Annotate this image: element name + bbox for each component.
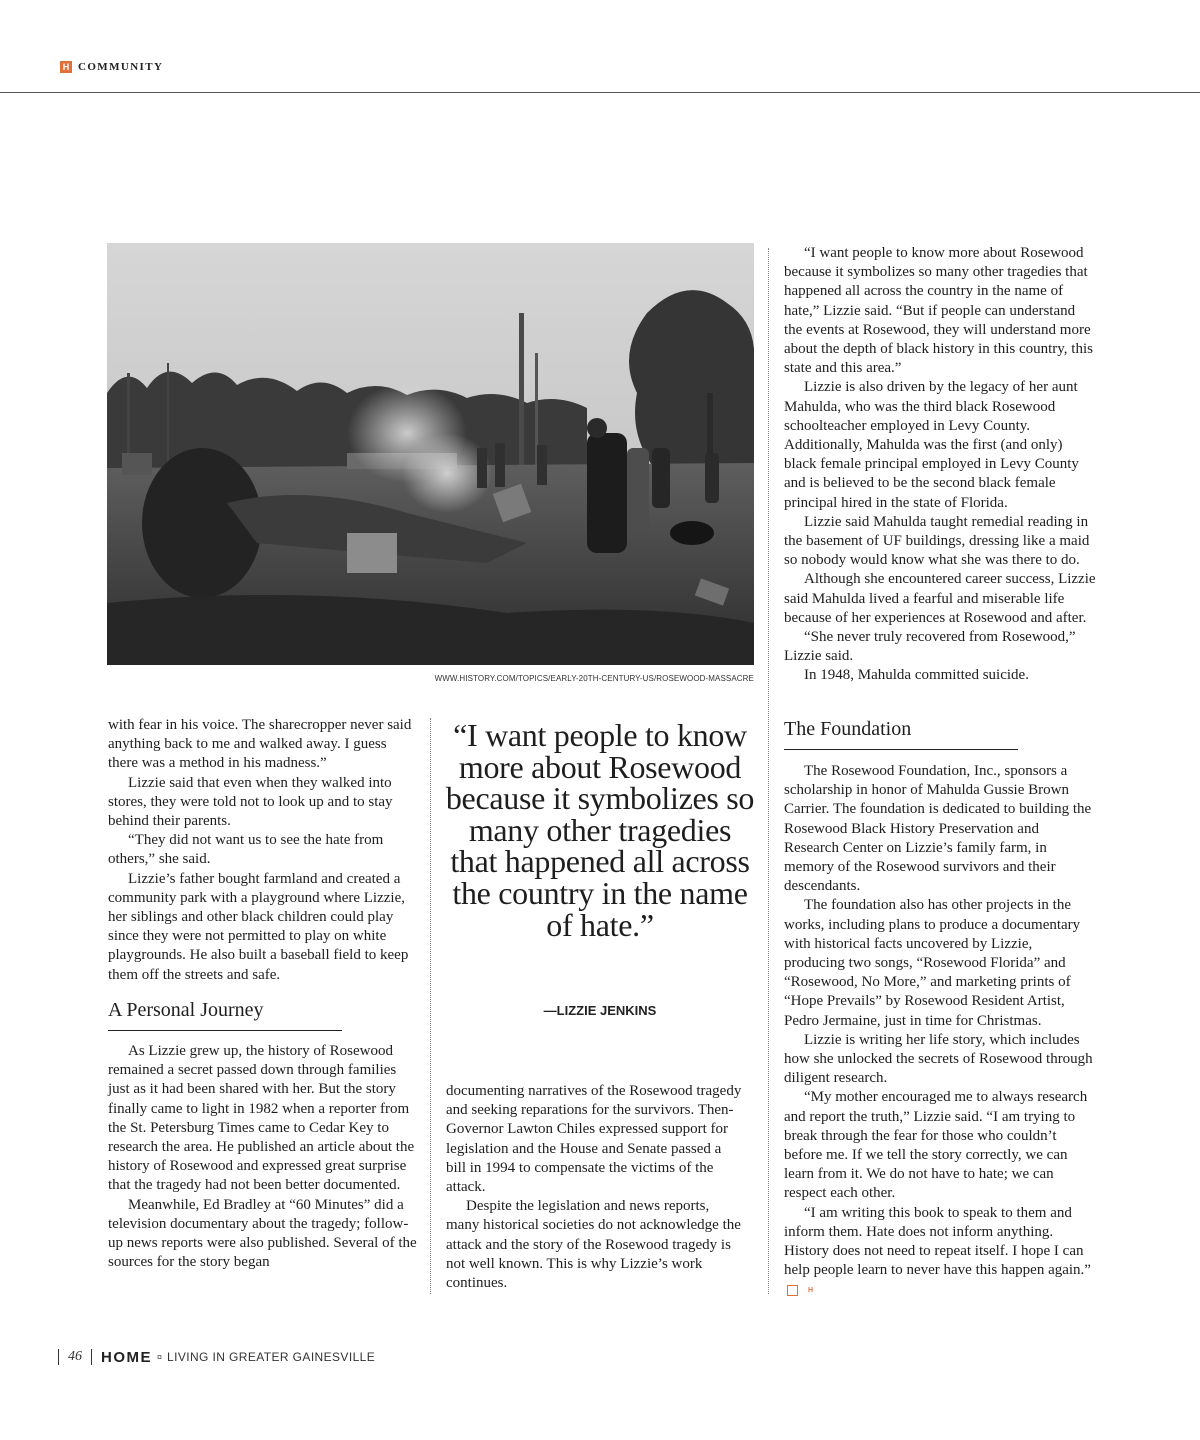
paragraph: Lizzie is also driven by the legacy of her aunt Mahulda, who was the third black Rosewood schoolteacher employed in Levy County. Additionally, Mahulda was the first (and only) black female principal employed in Levy County and is believed to be the second black female principal hired in the state of Florida. xyxy=(784,379,1079,511)
pull-quote-attribution: —LIZZIE JENKINS xyxy=(543,1003,657,1018)
paragraph: “They did not want us to see the hate from others,” she said. xyxy=(108,832,384,868)
footer-divider xyxy=(91,1349,92,1365)
magazine-name: HOME xyxy=(101,1348,152,1366)
photo-credit: WWW.HISTORY.COM/TOPICS/EARLY-20TH-CENTURY-US/ROSEWOOD-MASSACRE xyxy=(434,674,754,683)
section-header xyxy=(60,59,163,75)
paragraph: documenting narratives of the Rosewood tragedy and seeking reparations for the survivors. Then-Governor Lawton Chiles expressed support for legislation and the House and Senate passed a bill in 1994 to compensate the victims of the attack. xyxy=(446,1083,742,1196)
paragraph: “I want people to know more about Rosewood because it symbolizes so many other tragedies that happened all across the country in the name of hate,” Lizzie said. “But if people can understand the events at Rosewood, they will understand more about the depth of black history in this country, this state and this area.” xyxy=(784,245,1093,377)
rosewood-ruins-photo xyxy=(107,243,754,665)
subhead-rule xyxy=(784,749,1018,750)
subhead-rule xyxy=(108,1030,342,1031)
paragraph: Lizzie’s father bought farmland and created a community park with a playground where Lizzie, her siblings and other black children could play since they were not permitted to play on white playgrounds. He also built a baseball field to keep them off the streets and safe. xyxy=(108,870,409,983)
closing-paragraph-text: “I am writing this book to speak to them and inform them. Hate does not inform anything. History does not need to repeat itself. I hope I can help people learn to never have this happen again.” xyxy=(784,1204,1091,1279)
paragraph: Lizzie said that even when they walked into stores, they were told not to look up and to stay behind their parents. xyxy=(108,774,393,830)
left-column-body-2 xyxy=(108,1042,420,1272)
header-rule xyxy=(0,92,1200,93)
paragraph: Lizzie is writing her life story, which includes how she unlocked the secrets of Rosewood through diligent research. xyxy=(784,1031,1093,1087)
paragraph: with fear in his voice. The sharecropper never said anything back to me and walked away. I guess there was a method in his madness.” xyxy=(108,717,412,772)
paragraph: “She never truly recovered from Rosewood,” Lizzie said. xyxy=(784,629,1076,665)
subhead-the-foundation: The Foundation xyxy=(784,718,912,740)
paragraph: Despite the legislation and news reports, many historical societies do not acknowledge the attack and the story of the Rosewood tragedy is not well known. This is why Lizzie’s work continues. xyxy=(446,1198,741,1292)
subhead-personal-journey: A Personal Journey xyxy=(108,999,264,1021)
footer-divider xyxy=(58,1349,59,1365)
page-footer xyxy=(58,1348,375,1366)
column-divider-right xyxy=(768,248,769,1294)
right-column-body-2 xyxy=(784,762,1096,1300)
pull-quote: “I want people to know more about Rosewood because it symbolizes so many other tragedies that happened all across the country in the name of hate.” xyxy=(445,717,755,943)
paragraph: In 1948, Mahulda committed suicide. xyxy=(804,667,1029,684)
paragraph: The Rosewood Foundation, Inc., sponsors a scholarship in honor of Mahulda Gussie Brown Carrier. The foundation is dedicated to building the Rosewood Black History Preservation and Research Center on Lizzie’s family farm, in memory of the Rosewood survivors and their descendants. xyxy=(784,763,1092,895)
end-mark-icon: H xyxy=(787,1285,798,1296)
paragraph: Meanwhile, Ed Bradley at “60 Minutes” did a television documentary about the tragedy; follow-up news reports were also published. Several of the sources for the story began xyxy=(108,1196,417,1271)
paragraph xyxy=(784,1204,1096,1300)
page-number: 46 xyxy=(68,1349,82,1364)
paragraph: As Lizzie grew up, the history of Rosewood remained a secret passed down through families just as it had been shared with her. But the story finally came to light in 1982 when a reporter from the St. Petersburg Times came to Cedar Key to research the area. He published an article about the history of Rosewood and expressed great surprise that the tragedy had not been better documented. xyxy=(108,1043,415,1194)
paragraph: The foundation also has other projects in the works, including plans to produce a documentary with historical facts uncovered by Lizzie, producing two songs, “Rosewood Florida” and “Rosewood, No More,” and marketing prints of “Hope Prevails” by Rosewood Resident Artist, Pedro Jermaine, just in time for Christmas. xyxy=(784,897,1081,1029)
magazine-tagline: LIVING IN GREATER GAINESVILLE xyxy=(167,1350,376,1364)
section-label: COMMUNITY xyxy=(78,61,164,73)
paragraph: Lizzie said Mahulda taught remedial reading in the basement of UF buildings, dressing like a maid so nobody would know what she was there to do. xyxy=(784,513,1090,569)
paragraph: Although she encountered career success, Lizzie said Mahulda lived a fearful and miserable life because of her experiences at Rosewood and after. xyxy=(784,571,1096,626)
paragraph: “My mother encouraged me to always research and report the truth,” Lizzie said. “I am trying to break through the fear for those who couldn’t before me. If we tell the story correctly, we can learn from it. We do not have to hate; we can respect each other. xyxy=(784,1089,1088,1202)
column-divider-left xyxy=(430,718,431,1294)
right-column-body xyxy=(784,244,1096,686)
magazine-logo-icon: H xyxy=(60,61,72,73)
middle-column-body xyxy=(446,1082,744,1293)
footer-separator-icon: ¤ xyxy=(157,1352,163,1362)
left-column-body xyxy=(108,716,420,985)
